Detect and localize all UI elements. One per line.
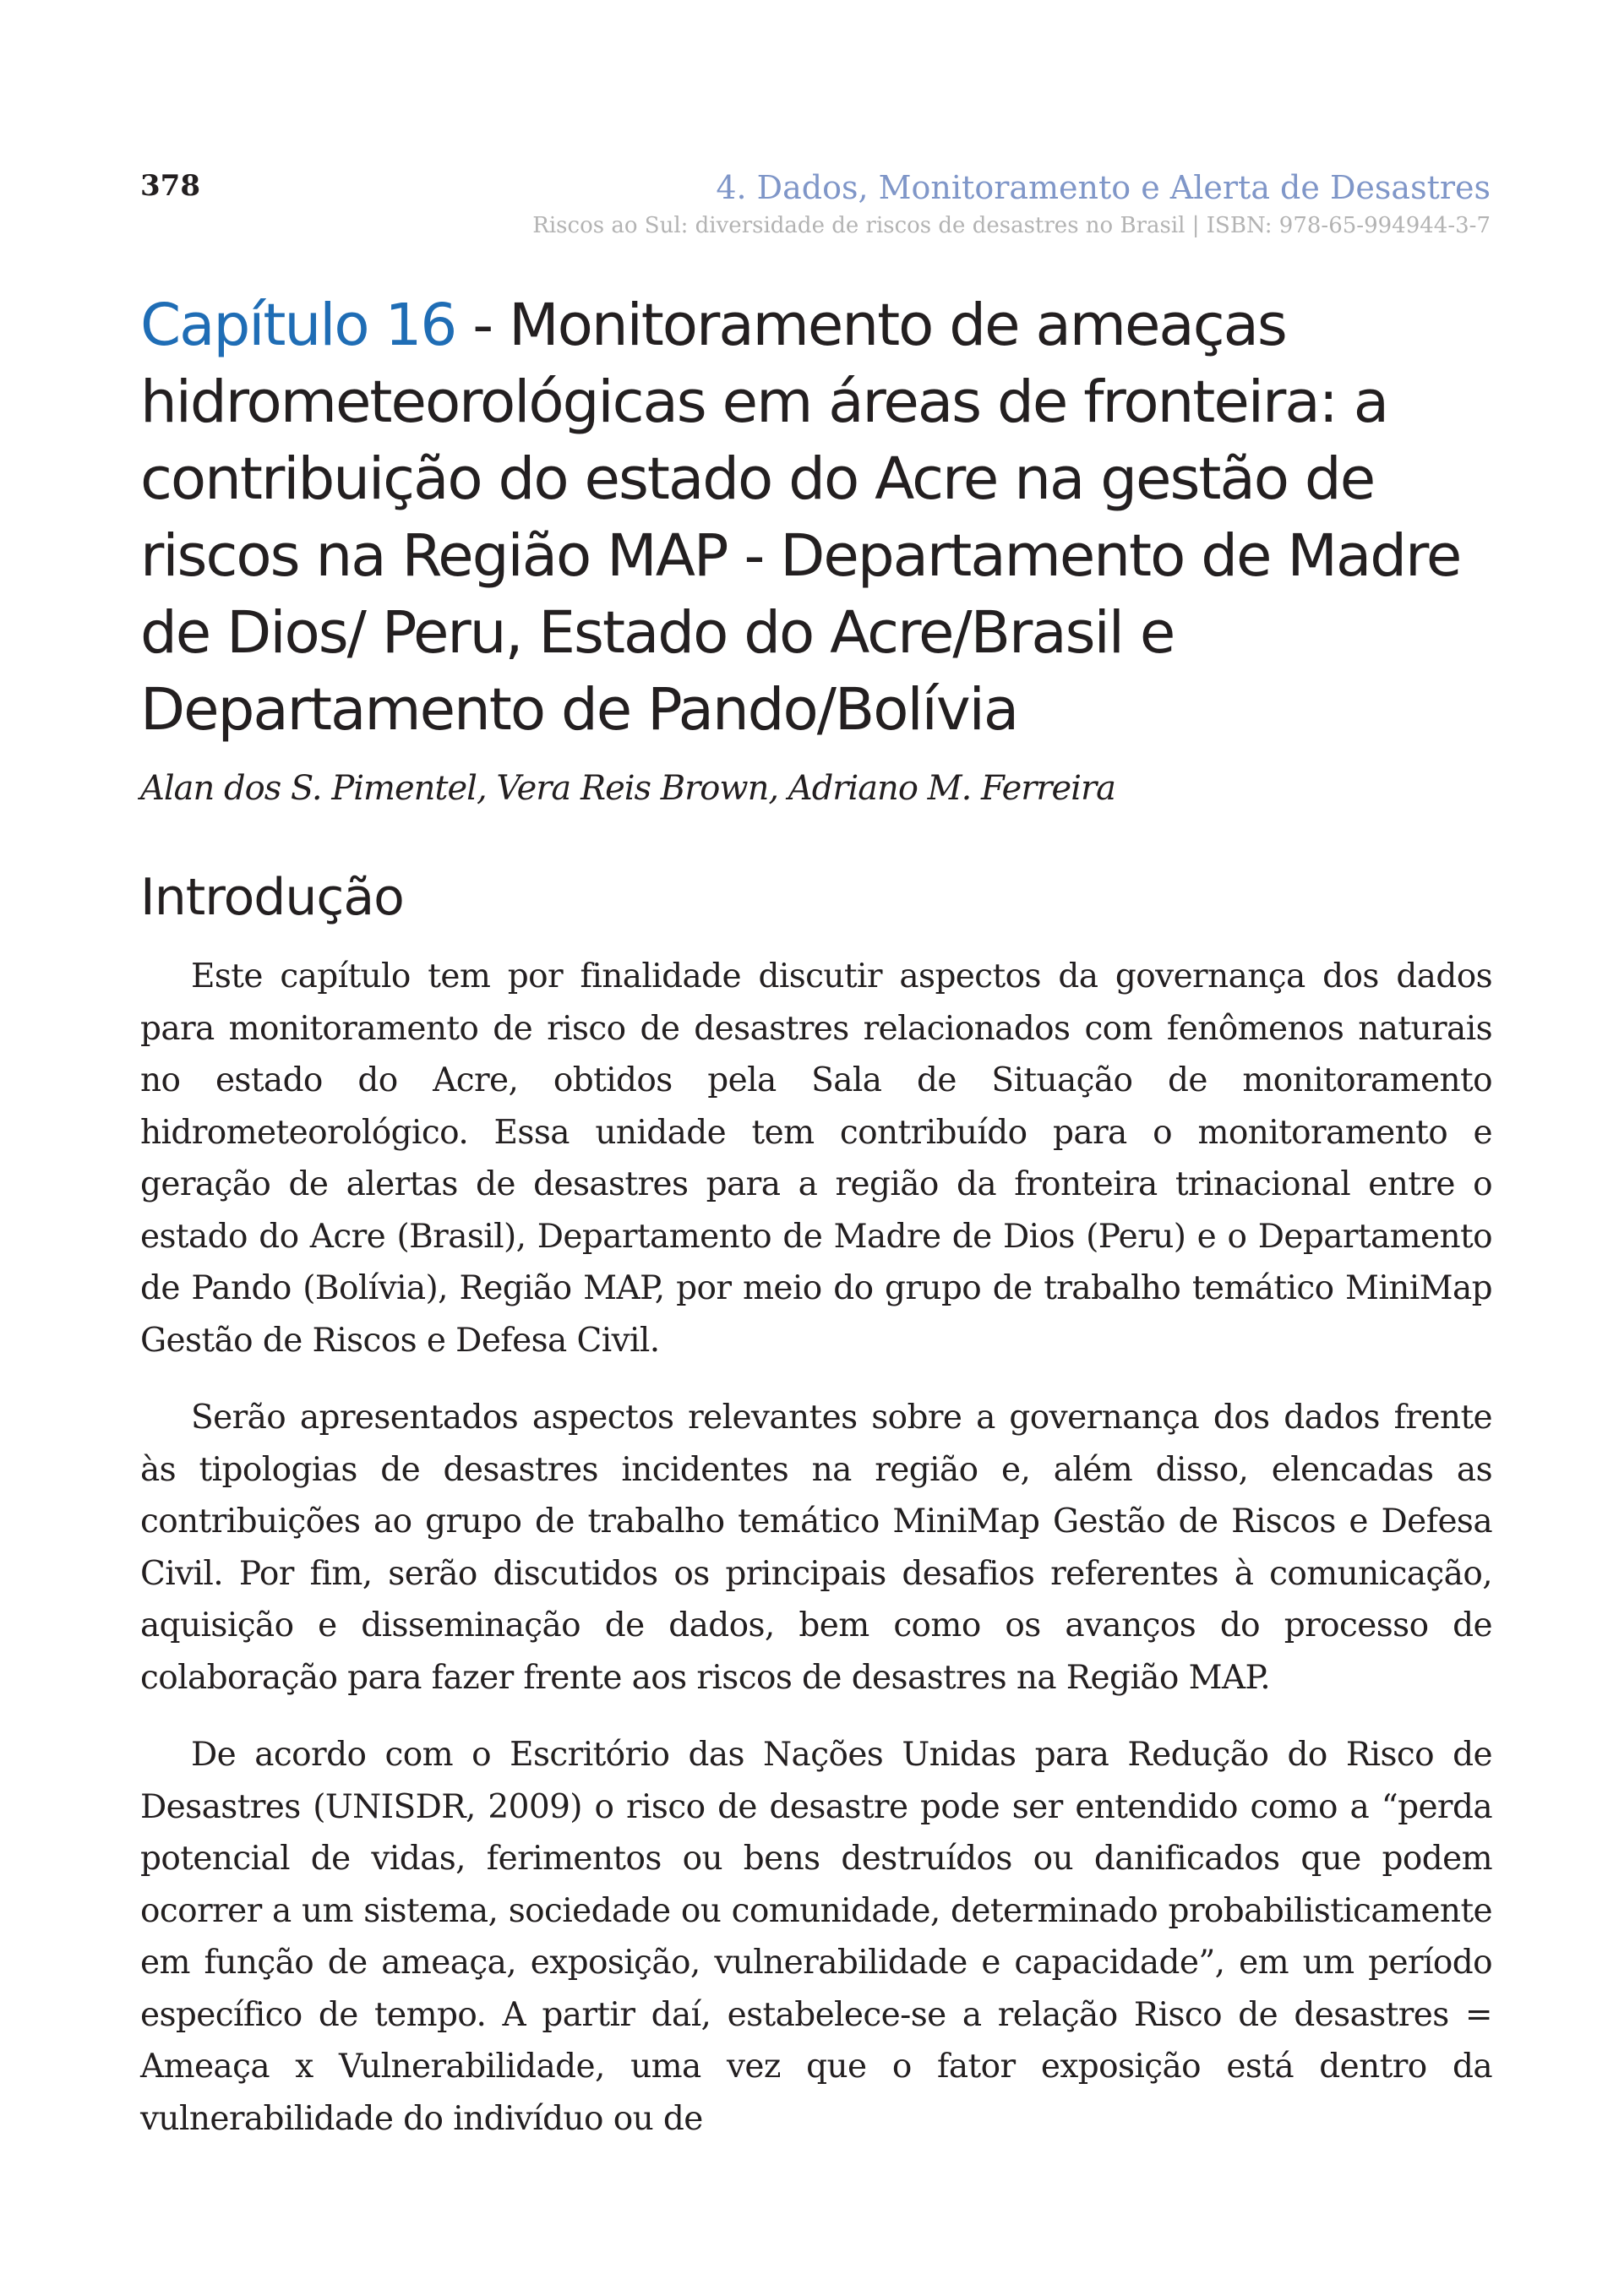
section-title: 4. Dados, Monitoramento e Alerta de Desastres xyxy=(716,169,1491,206)
chapter-label: Capítulo 16 xyxy=(140,292,456,359)
paragraph: De acordo com o Escritório das Nações Unidas para Redução do Risco de Desastres (UNISDR, 2009) o risco de desastre pode ser entendido como a “perda potencial de vidas, ferimentos ou bens destruídos ou danificados que podem ocorrer a um sistema, sociedade ou comunidade, determinado probabilisticamente em função de ameaça, exposição, vulnerabilidade e capacidade”, em um período específico de tempo. A partir daí, estabelece-se a relação Risco de desastres = Ameaça x Vulnerabilidade, uma vez que o fator exposição está dentro da vulnerabilidade do indivíduo ou de xyxy=(140,1736,1492,2138)
running-header xyxy=(532,166,1491,242)
chapter-authors: Alan dos S. Pimentel, Vera Reis Brown, Adriano M. Ferreira xyxy=(140,769,1115,808)
page-number: 378 xyxy=(140,169,200,203)
paragraph: Este capítulo tem por finalidade discutir aspectos da governança dos dados para monitoramento de risco de desastres relacionados com fenômenos naturais no estado do Acre, obtidos pela Sala de Situação de monitoramento hidrometeorológico. Essa unidade tem contribuído para o monitoramento e geração de alertas de desastres para a região da fronteira trinacional entre o estado do Acre (Brasil), Departamento de Madre de Dios (Peru) e o Departamento de Pando (Bolívia), Região MAP, por meio do grupo de trabalho temático MiniMap Gestão de Riscos e Defesa Civil. xyxy=(140,957,1492,1360)
chapter-title-text: - Monitoramento de ameaças hidrometeorológicas em áreas de fronteira: a contribuição do estado do Acre na gestão de riscos na Região MAP - Departamento de Madre de Dios/ Peru, Estado do Acre/Brasil e Departamento de Pando/Bolívia xyxy=(140,292,1461,744)
book-info: Riscos ao Sul: diversidade de riscos de desastres no Brasil | ISBN: 978-65-994944-3-7 xyxy=(532,213,1491,238)
introduction-heading: Introdução xyxy=(140,868,404,927)
introduction-body xyxy=(140,951,1492,2170)
paragraph: Serão apresentados aspectos relevantes sobre a governança dos dados frente às tipologias de desastres incidentes na região e, além disso, elencadas as contribuições ao grupo de trabalho temático MiniMap Gestão de Riscos e Defesa Civil. Por fim, serão discutidos os principais desafios referentes à comunicação, aquisição e disseminação de dados, bem como os avanços do processo de colaboração para fazer frente aos riscos de desastres na Região MAP. xyxy=(140,1399,1492,1697)
chapter-title xyxy=(140,287,1492,749)
